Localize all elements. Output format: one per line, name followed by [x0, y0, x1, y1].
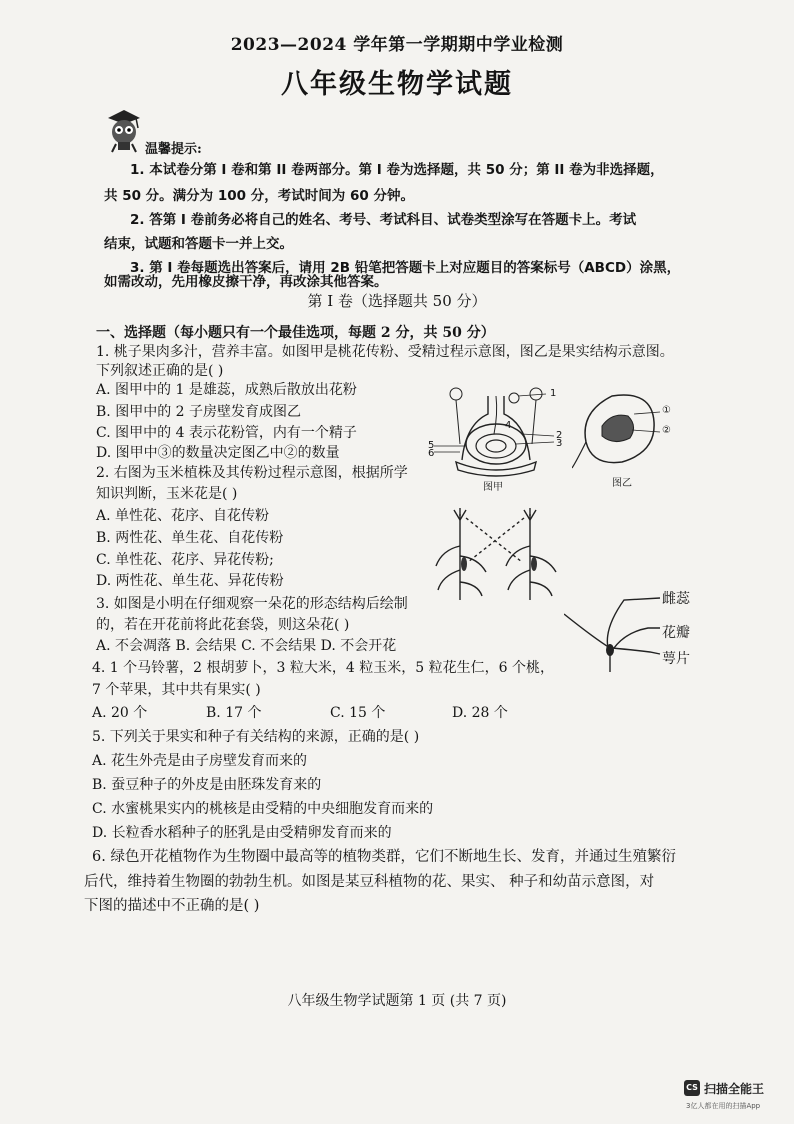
notice-line-5: 3. 第 I 卷每题选出答案后，请用 2B 铅笔把答题卡上对应题目的答案标号（ABCD）涂黑， [130, 260, 681, 276]
q5-option-b: B. 蚕豆种子的外皮是由胚珠发育来的 [92, 777, 322, 793]
q3-stem: 3. 如图是小明在仔细观察一朵花的形态结构后绘制 [96, 596, 408, 612]
notice-line-1: 1. 本试卷分第 I 卷和第 II 卷两部分。第 I 卷为选择题，共 50 分；第 II 卷为非选择题， [130, 162, 664, 178]
corn-plant-figure [432, 506, 572, 602]
q4-option-d: D. 28 个 [452, 705, 508, 721]
notice-line-4: 结束，试题和答题卡一并上交。 [104, 236, 293, 252]
q5-option-a: A. 花生外壳是由子房壁发育而来的 [92, 753, 308, 769]
notice-line-3: 2. 答第 I 卷前务必将自己的姓名、考号、考试科目、试卷类型涂写在答题卡上。考试 [130, 212, 637, 228]
figure-jia [426, 384, 566, 490]
page-title: 八年级生物学试题 [281, 69, 513, 100]
fig-jia-label-1: 1 [550, 388, 557, 399]
q1-option-b: B. 图甲中的 2 子房壁发育成图乙 [96, 404, 301, 420]
scanner-tagline: 3亿人都在用的扫描App [686, 1102, 761, 1110]
notice-title: 温馨提示: [145, 142, 202, 157]
q4-stem-2: 7 个苹果，其中共有果实( ) [92, 682, 261, 698]
q5-stem: 5. 下列关于果实和种子有关结构的来源，正确的是( ) [92, 729, 420, 745]
q2-option-b: B. 两性花、单生花、自花传粉 [96, 530, 284, 546]
q1-stem: 1. 桃子果肉多汁，营养丰富。如图甲是桃花传粉、受精过程示意图，图乙是果实结构示意图。 [96, 344, 674, 360]
q2-option-d: D. 两性花、单生花、异花传粉 [96, 573, 284, 589]
fig-jia-label-5: 5 [428, 440, 435, 451]
q3-options: A. 不会凋落 B. 会结果 C. 不会结果 D. 不会开花 [96, 638, 397, 654]
q5-option-d: D. 长粒香水稻种子的胚乳是由受精卵发育而来的 [92, 825, 392, 841]
q4-stem: 4. 1 个马铃薯，2 根胡萝卜，3 粒大米，4 粒玉米，5 粒花生仁，6 个桃， [92, 660, 554, 676]
flower-label-pistil: 雌蕊 [662, 591, 690, 607]
q6-stem-line-1: 6. 绿色开花植物作为生物圈中最高等的植物类群，它们不断地生长、发育，并通过生殖繁衍 [92, 849, 676, 865]
q1-option-c: C. 图甲中的 4 表示花粉管，内有一个精子 [96, 425, 357, 441]
q1-option-d: D. 图甲中③的数量决定图乙中②的数量 [96, 445, 340, 461]
q2-option-c: C. 单性花、花序、异花传粉; [96, 552, 274, 568]
part-title: 第 I 卷（选择题共 50 分） [307, 292, 487, 310]
page-footer: 八年级生物学试题第 1 页 (共 7 页) [287, 993, 507, 1009]
flower-label-sepal: 萼片 [662, 651, 690, 667]
fig-yi-caption: 图乙 [612, 478, 632, 489]
q1-stem-2: 下列叙述正确的是( ) [96, 363, 224, 379]
fig-jia-caption: 图甲 [483, 482, 503, 493]
fig-jia-label-3: 3 [556, 438, 563, 449]
q4-option-a: A. 20 个 [92, 705, 148, 721]
exam-header: 2023—2024 学年第一学期期中学业检测 [230, 35, 564, 55]
q2-stem-2: 知识判断，玉米花是( ) [96, 486, 238, 502]
q2-option-a: A. 单性花、花序、自花传粉 [96, 508, 270, 524]
flower-label-petal: 花瓣 [662, 625, 690, 641]
fig-yi-label-2: ② [662, 425, 671, 436]
scanner-app-name: 扫描全能王 [704, 1082, 765, 1096]
q4-option-c: C. 15 个 [330, 705, 386, 721]
q6-stem-line-2: 后代，维持着生物圈的勃勃生机。如图是某豆科植物的花、果实、 种子和幼苗示意图，对 [84, 874, 655, 890]
q2-stem: 2. 右图为玉米植株及其传粉过程示意图，根据所学 [96, 465, 408, 481]
fig-yi-label-1: ① [662, 405, 671, 416]
q6-stem-line-3: 下图的描述中不正确的是( ) [84, 898, 260, 914]
q3-stem-2: 的，若在开花前将此花套袋，则这朵花( ) [96, 617, 350, 633]
notice-line-2: 共 50 分。满分为 100 分，考试时间为 60 分钟。 [104, 188, 414, 204]
q5-option-c: C. 水蜜桃果实内的桃核是由受精的中央细胞发育而来的 [92, 801, 434, 817]
flower-figure [564, 588, 664, 674]
q1-option-a: A. 图甲中的 1 是雄蕊，成熟后散放出花粉 [96, 382, 357, 398]
scanner-logo-icon: CS [684, 1080, 700, 1096]
fig-jia-label-4: 4 [505, 420, 512, 431]
fig-jia-label-2: 2 [556, 430, 563, 441]
figure-yi [572, 392, 668, 472]
mascot-icon [102, 108, 146, 154]
q4-option-b: B. 17 个 [206, 705, 262, 721]
fig-jia-label-6: 6 [428, 448, 435, 459]
section-title: 一、选择题（每小题只有一个最佳选项，每题 2 分，共 50 分） [96, 325, 495, 341]
notice-line-6: 如需改动，先用橡皮擦干净，再改涂其他答案。 [104, 274, 388, 290]
